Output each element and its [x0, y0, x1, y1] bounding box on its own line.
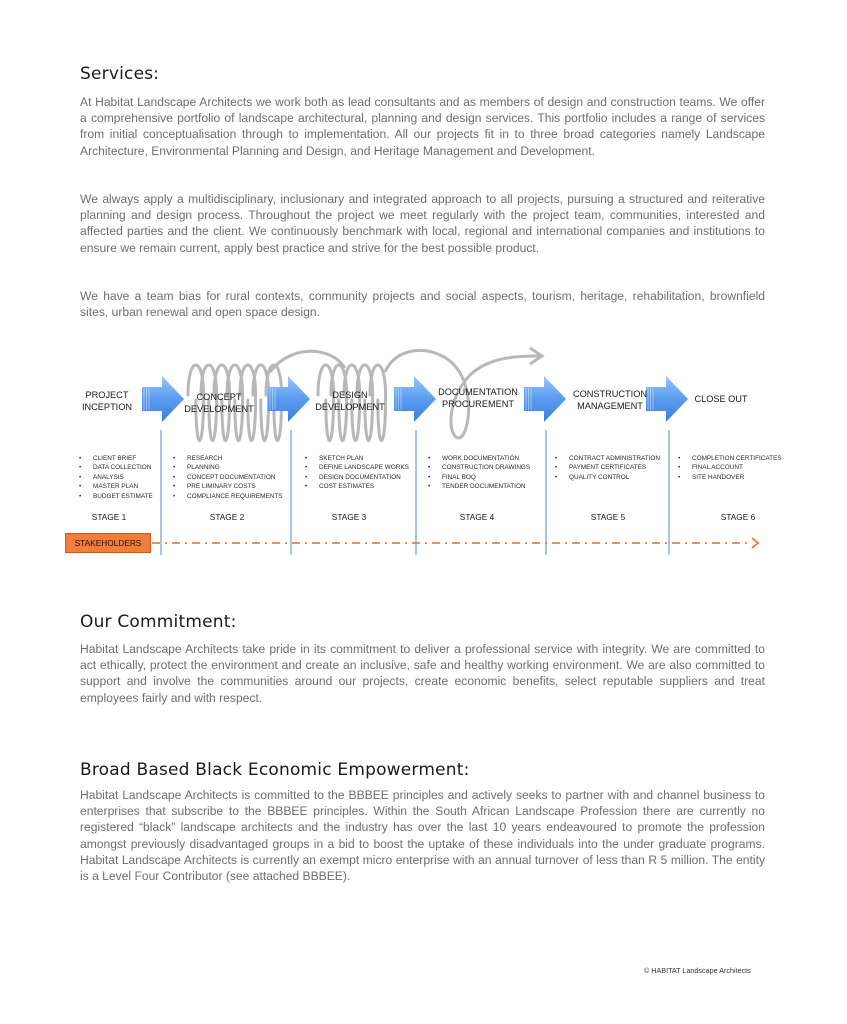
stage-5-title-line-1: CONSTRUCTION: [572, 389, 648, 399]
list-item: • COMPLIANCE REQUIREMENTS: [173, 492, 283, 501]
list-item: • BUDGET ESTIMATE: [79, 492, 153, 501]
stage-5-label: STAGE 5: [590, 512, 626, 522]
list-item: • CLIENT BRIEF: [79, 454, 153, 463]
stage-arrow-5-icon: [646, 376, 688, 422]
list-item: • FINAL BOQ: [428, 473, 530, 482]
copyright-footer: © HABITAT Landscape Architects: [644, 966, 751, 975]
stage-5-title-line-2: MANAGEMENT: [577, 401, 643, 411]
stage-arrow-3-icon: [394, 376, 436, 422]
stage-1-title-line-1: PROJECT: [85, 390, 129, 400]
bbbee-heading: Broad Based Black Economic Empowerment:: [80, 760, 470, 780]
stage-1-title-line-2: INCEPTION: [81, 402, 133, 412]
stage-1-label: STAGE 1: [91, 512, 127, 522]
stakeholder-arrowhead-icon: [752, 538, 758, 548]
stage-4-label: STAGE 4: [459, 512, 495, 522]
list-item: • FINAL ACCOUNT: [678, 463, 782, 472]
list-item: • SITE HANDOVER: [678, 473, 782, 482]
stage-2-title-line-1: CONCEPT: [196, 392, 242, 402]
stage-6-title: [694, 393, 747, 405]
list-item: • CONSTRUCTION DRAWINGS: [428, 463, 530, 472]
stage-4-title: [438, 386, 518, 410]
stage-3-label: STAGE 3: [331, 512, 367, 522]
commitment-paragraph: Habitat Landscape Architects take pride in its commitment to deliver a professional service with integrity. We are committed to act ethically, protect the environment and create an inclusive, safe and healthy working environment. We are also committed to support and involve the communities around our projects, create economic benefits, select reputable suppliers and treat employees fairly and with respect.: [80, 642, 765, 705]
stage-2-items: [173, 454, 283, 501]
list-item: • PLANNING: [173, 463, 283, 472]
list-item: • SKETCH PLAN: [305, 454, 409, 463]
stage-3-title-line-2: DEVELOPMENT: [315, 402, 385, 412]
stage-1-title: [82, 389, 132, 413]
list-item: • PAYMENT CERTIFICATES: [555, 463, 660, 472]
stage-4-title-line-1: DOCUMENTATION: [438, 387, 518, 397]
stage-5-title: [573, 388, 647, 412]
list-item: • COST ESTIMATES: [305, 482, 409, 491]
stage-1-items: [79, 454, 153, 501]
list-item: • CONCEPT DOCUMENTATION: [173, 473, 283, 482]
arrow-shape: [142, 376, 184, 422]
bbbee-paragraph: Habitat Landscape Architects is committed to the BBBEE principles and actively seeks to partner with and channel business to enterprises that subscribe to the BBBEE principles. Within the South African Landscape Profession there are currently no registered “black” landscape architects and the industry has over the last 10 years endeavoured to promote the profession amongst previously disadvantaged groups in a bid to boost the uptake of these individuals into the under graduate programs. Habitat Landscape Architects is currently an exempt micro enterprise with an annual turnover of less than R 5 million. The entity is a Level Four Contributor (see attached BBBEE).: [80, 788, 765, 884]
list-item: • QUALITY CONTROL: [555, 473, 660, 482]
stakeholders-label: STAKEHOLDERS: [74, 538, 142, 548]
stage-6-label: STAGE 6: [720, 512, 756, 522]
list-item: • RESEARCH: [173, 454, 283, 463]
stage-3-title: [315, 389, 384, 413]
stage-6-items: [678, 454, 782, 482]
list-item: • WORK DOCUMENTATION: [428, 454, 530, 463]
list-item: • DESIGN DOCUMENTATION: [305, 473, 409, 482]
list-item: • TENDER DOCUMENTATION: [428, 482, 530, 491]
services-heading: Services:: [80, 64, 160, 84]
stage-4-items: [428, 454, 530, 492]
arrow-shape: [524, 376, 566, 422]
list-item: • DATA COLLECTION: [79, 463, 153, 472]
stage-2-label: STAGE 2: [209, 512, 245, 522]
list-item: • CONTRACT ADMINISTRATION: [555, 454, 660, 463]
list-item: • PRE LIMINARY COSTS: [173, 482, 283, 491]
arrow-shape: [646, 376, 688, 422]
list-item: • COMPLETION CERTIFICATES: [678, 454, 782, 463]
commitment-heading: Our Commitment:: [80, 612, 237, 632]
services-paragraph-3: We have a team bias for rural contexts, community projects and social aspects, tourism, heritage, rehabilitation, brownfield sites, urban renewal and open space design.: [80, 289, 765, 320]
services-paragraph-1: At Habitat Landscape Architects we work both as lead consultants and as members of design and construction teams. We offer a comprehensive portfolio of landscape architectural, planning and design services. This portfolio includes a range of services from initial conceptualisation through to implementation. All our projects fit in to three broad categories namely Landscape Architecture, Environmental Planning and Design, and Heritage Management and Development.: [80, 95, 765, 158]
stage-6-title-line-1: CLOSE OUT: [694, 394, 748, 404]
stage-3-title-line-1: DESIGN: [332, 390, 368, 400]
services-paragraph-2: We always apply a multidisciplinary, inclusionary and integrated approach to all projects, pursuing a structured and reiterative planning and design process. Throughout the project we meet regularly with the project team, communities, interested and affected parties and the client. We continuously benchmark with local, regional and international companies and institutions to ensure we remain current, apply best practice and strive for the best possible product.: [80, 192, 765, 255]
stage-arrow-4-icon: [524, 376, 566, 422]
list-item: • ANALYSIS: [79, 473, 153, 482]
stage-3-items: [305, 454, 409, 492]
stakeholders-box: [65, 533, 151, 553]
stage-2-title-line-2: DEVELOPMENT: [184, 404, 254, 414]
list-item: • DEFINE LANDSCAPE WORKS: [305, 463, 409, 472]
arrow-shape: [394, 376, 436, 422]
stage-4-title-line-2: PROCUREMENT: [442, 399, 514, 409]
list-item: • MASTER PLAN: [79, 482, 153, 491]
stage-5-items: [555, 454, 660, 482]
stage-arrow-1-icon: [142, 376, 184, 422]
stage-2-title: [184, 391, 253, 415]
